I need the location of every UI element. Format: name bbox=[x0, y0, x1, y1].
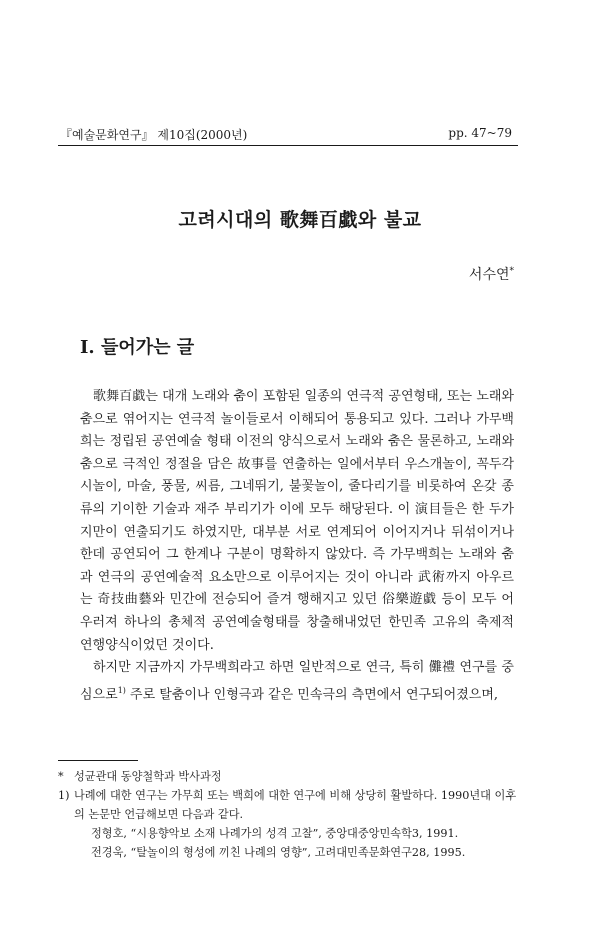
footnotes bbox=[58, 767, 518, 862]
footnote-1-mark: 1) bbox=[58, 789, 70, 802]
paragraph-2-start: 하지만 지금까지 가무백희라고 하면 일반적으로 연극, 특히 儺禮 연구를 중심으로 bbox=[80, 660, 514, 703]
author bbox=[469, 264, 514, 284]
author-name: 서수연 bbox=[468, 267, 510, 283]
paragraph-2-end: 주로 탈춤이나 인형극과 같은 민속극의 측면에서 연구되어졌으며, bbox=[125, 687, 499, 703]
page-range: pp. 47~79 bbox=[448, 126, 512, 140]
author-footnote-mark: * bbox=[509, 266, 514, 277]
footnote-rule bbox=[58, 760, 138, 761]
section-heading: I. 들어가는 글 bbox=[80, 337, 195, 358]
author-note-text: 성균관대 동양철학과 박사과정 bbox=[74, 770, 222, 783]
journal-citation: 『예술문화연구』 제10집(2000년) bbox=[60, 128, 248, 142]
body-text bbox=[80, 386, 514, 707]
article-title: 고려시대의 歌舞百戱와 불교 bbox=[178, 209, 422, 231]
footnote-ref-1: 1) bbox=[117, 685, 126, 695]
paragraph-2 bbox=[80, 657, 514, 707]
author-note-mark: * bbox=[58, 770, 64, 783]
header-rule bbox=[58, 145, 518, 146]
paragraph-1: 歌舞百戱는 대개 노래와 춤이 포함된 일종의 연극적 공연형태, 또는 노래와 춤으로 엮어지는 연극적 놀이들로서 이해되어 통용되고 있다. 그러나 가무백희는 정립된 공연예술 형태 이전의 양식으로서 노래와 춤은 물론하고, 노래와 춤으로 극적인 정절을 담은 故事를 연출하는 일에서부터 우스개놀이, 꼭두각시놀이, 마술, 풍물, 씨름, 그네뛰기, 불꽃놀이, 줄다리기를 비롯하여 온갖 종류의 기이한 기술과 재주 부리기가 이에 모두 해당된다. 이 演目들은 한 두가지만이 연출되기도 하였지만, 대부분 서로 연계되어 이어지거나 뒤섞이거나 한데 공연되어 그 한계나 구분이 명확하지 않았다. 즉 가무백희는 노래와 춤과 연극의 공연예술적 요소만으로 이루어지는 것이 아니라 武術까지 아우르는 奇技曲藝와 민간에 전승되어 즐겨 행해지고 있던 俗樂遊戱 등이 모두 어우러져 하나의 총체적 공연예술형태를 창출해내었던 한민족 고유의 축제적 연행양식이었던 것이다. bbox=[80, 389, 514, 653]
running-header bbox=[58, 122, 518, 144]
footnote-1-text: 나례에 대한 연구는 가무희 또는 백희에 대한 연구에 비해 상당히 활발하다. 1990년대 이후의 논문만 언급해보면 다음과 같다. bbox=[74, 789, 517, 821]
author-note bbox=[58, 767, 518, 786]
footnote-1 bbox=[58, 786, 518, 824]
reference-2: 전경욱, “탈놀이의 형성에 끼친 나례의 영향”, 고려대민족문화연구28, 1995. bbox=[91, 846, 466, 859]
reference-1: 정형호, “시용향악보 소재 나례가의 성격 고찰”, 중앙대중앙민속학3, 1991. bbox=[91, 827, 459, 840]
